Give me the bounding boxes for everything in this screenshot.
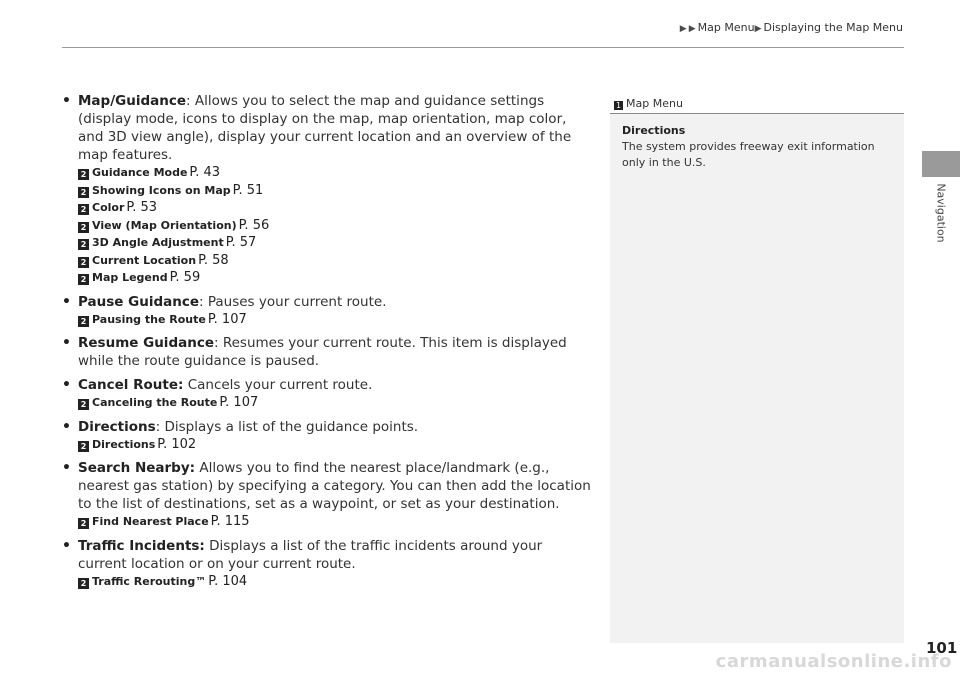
item-term: Map/Guidance xyxy=(78,93,186,109)
cross-reference-link[interactable] xyxy=(78,269,592,287)
menu-item-description xyxy=(62,376,592,412)
item-term: Search Nearby: xyxy=(78,460,196,476)
side-note-text: The system provides freeway exit information only in the U.S. xyxy=(622,140,875,169)
reference-arrow-icon: 2 xyxy=(78,441,89,452)
item-description: Pauses your current route. xyxy=(207,293,387,310)
item-separator: : xyxy=(213,335,223,351)
item-term: Traffic Incidents: xyxy=(78,537,205,554)
item-separator: : xyxy=(155,418,165,435)
item-paragraph xyxy=(78,459,592,513)
item-paragraph xyxy=(78,334,592,370)
reference-title: Pausing the Route xyxy=(92,312,206,326)
cross-reference-link[interactable] xyxy=(78,311,592,329)
cross-reference-link[interactable] xyxy=(78,436,592,454)
menu-item-description xyxy=(62,418,592,454)
cross-reference-link[interactable] xyxy=(78,217,592,235)
item-description: Allows you to select the map and guidance settings (display mode, icons to display on the map, map orientation, map color, and 3D view angle), display your current location and an overview of the map features. xyxy=(78,93,572,163)
cross-reference-link[interactable] xyxy=(78,394,592,412)
page-number: 101 xyxy=(926,639,958,657)
item-term: Cancel Route: xyxy=(78,377,184,393)
cross-reference-link[interactable] xyxy=(78,234,592,252)
item-description: Resumes your current route. This item is displayed while the route guidance is paused. xyxy=(78,335,567,369)
section-tab-marker xyxy=(922,151,960,177)
side-note-heading: Map Menu xyxy=(626,97,683,110)
bullet-icon: • xyxy=(62,460,71,476)
reference-title: Current Location xyxy=(92,253,197,267)
reference-title: Directions xyxy=(92,437,156,451)
main-content xyxy=(62,92,592,596)
reference-page: P. 102 xyxy=(157,436,197,452)
side-note-body xyxy=(610,114,904,180)
reference-page: P. 107 xyxy=(219,395,259,410)
side-note xyxy=(610,96,904,643)
cross-reference-link[interactable] xyxy=(78,252,592,270)
reference-arrow-icon: 2 xyxy=(78,204,89,215)
menu-item-description xyxy=(62,537,592,591)
reference-page: P. 58 xyxy=(198,252,229,268)
reference-page: P. 107 xyxy=(207,311,247,327)
item-paragraph xyxy=(78,418,592,436)
breadcrumb xyxy=(680,21,903,34)
reference-arrow-icon: 2 xyxy=(78,316,89,327)
item-paragraph xyxy=(78,376,592,394)
menu-item-description xyxy=(62,92,592,287)
item-separator: : xyxy=(186,93,195,109)
reference-arrow-icon: 2 xyxy=(78,274,89,285)
side-note-title: Directions xyxy=(622,124,686,137)
reference-title: 3D Angle Adjustment xyxy=(92,236,224,249)
menu-item-description xyxy=(62,293,592,329)
header-divider xyxy=(62,47,904,48)
bullet-icon: • xyxy=(62,335,71,351)
cross-reference-link[interactable] xyxy=(78,513,592,531)
reference-page: P. 59 xyxy=(169,270,201,285)
reference-page: P. 56 xyxy=(238,217,270,233)
section-tab-label: Navigation xyxy=(934,183,948,243)
item-description: Cancels your current route. xyxy=(187,377,373,393)
item-description: Displays a list of the traffic incidents around your current location or on your current route. xyxy=(78,537,543,572)
cross-reference-link[interactable] xyxy=(78,182,592,200)
reference-page: P. 51 xyxy=(232,182,264,198)
reference-title: Find Nearest Place xyxy=(92,515,209,528)
item-paragraph xyxy=(78,293,592,311)
reference-arrow-icon: 2 xyxy=(78,239,89,250)
reference-arrow-icon: 2 xyxy=(78,222,89,233)
reference-arrow-icon: 2 xyxy=(78,257,89,268)
bullet-icon: • xyxy=(62,93,71,109)
item-term: Resume Guidance xyxy=(78,335,214,351)
breadcrumb-arrow-icon: ▶ xyxy=(754,24,762,34)
reference-title: Traffic Rerouting™ xyxy=(92,574,207,588)
reference-arrow-icon: 2 xyxy=(78,578,89,589)
reference-title: Showing Icons on Map xyxy=(92,183,231,197)
breadcrumb-arrow-icon: ▶ xyxy=(679,24,687,34)
cross-reference-link[interactable] xyxy=(78,164,592,182)
cross-reference-link[interactable] xyxy=(78,199,592,217)
note-marker-icon: 1 xyxy=(615,101,622,110)
reference-page: P. 53 xyxy=(126,200,158,215)
bullet-icon: • xyxy=(62,293,71,310)
reference-arrow-icon: 2 xyxy=(78,518,89,529)
cross-reference-link[interactable] xyxy=(78,573,592,591)
reference-arrow-icon: 2 xyxy=(78,399,89,410)
reference-page: P. 104 xyxy=(208,573,248,589)
item-description: Allows you to find the nearest place/landmark (e.g., nearest gas station) by specifying a category. You can then add the location to the list of destinations, set as a waypoint, or set as your destination. xyxy=(78,460,591,512)
reference-title: Canceling the Route xyxy=(92,396,218,409)
reference-title: Map Legend xyxy=(92,271,168,284)
item-paragraph xyxy=(78,537,592,573)
item-paragraph xyxy=(78,92,592,164)
reference-title: View (Map Orientation) xyxy=(92,218,237,232)
menu-item-description xyxy=(62,334,592,370)
bullet-icon: • xyxy=(62,537,71,554)
breadcrumb-item: Displaying the Map Menu xyxy=(763,21,903,34)
reference-arrow-icon: 2 xyxy=(78,187,89,198)
breadcrumb-arrow-icon: ▶ xyxy=(688,24,696,34)
bullet-icon: • xyxy=(62,377,71,393)
reference-page: P. 115 xyxy=(210,514,250,529)
item-description: Displays a list of the guidance points. xyxy=(164,418,419,435)
breadcrumb-item: Map Menu xyxy=(697,21,755,34)
reference-title: Color xyxy=(92,201,125,214)
reference-title: Guidance Mode xyxy=(92,166,188,179)
bullet-icon: • xyxy=(62,418,71,435)
watermark: carmanualsonline.info xyxy=(715,651,952,672)
item-separator: : xyxy=(199,293,208,310)
side-note-header xyxy=(610,96,904,114)
item-term: Directions xyxy=(78,418,156,435)
reference-page: P. 57 xyxy=(225,235,257,250)
reference-page: P. 43 xyxy=(189,165,221,180)
menu-item-description xyxy=(62,459,592,531)
reference-arrow-icon: 2 xyxy=(78,169,89,180)
item-term: Pause Guidance xyxy=(78,293,200,310)
